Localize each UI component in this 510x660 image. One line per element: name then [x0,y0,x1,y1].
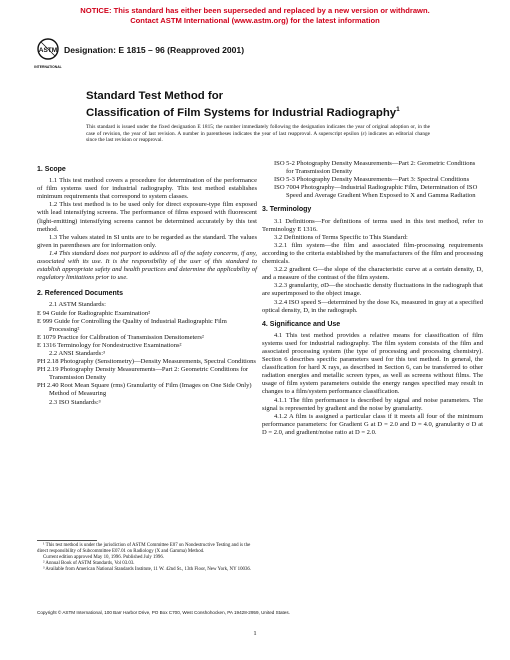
title-line-2: Classification of Film Systems for Industrial Radiography$^1$ [86,106,400,119]
reference-item: ISO 7004 Photography—Industrial Radiographic Film, Determination of ISO Speed and Average Gradient When Exposed to X and Gamma Radiation [274,184,478,200]
reference-item: PH 2.19 Photography Density Measurements—Part 2: Geometric Conditions for Transmission Density [37,366,249,382]
section-heading-scope: 1. Scope [37,166,66,173]
para-4-1: 4.1 This test method provides a relative means for classification of film systems used for industrial radiography. The film system consists of the film and associated processing system (the type of processing and processing chemistry). Section 6 describes specific parameters used for this test method. In general, the classification for hard X rays, as described in Section 6, can be transferred to other radiation energies and metallic screen types, as well as screens without films. The usage of film system parameters outside the energy ranges specified may result in changes to a film/system performance classification. [262,331,483,396]
footnote-3: ³ Available from American National Standards Institute, 11 W. 42nd St., 13th Floor, New York, NY 10036. [43,567,252,573]
astm-logo [34,36,62,74]
ansi-standards-label: 2.2 ANSI Standards:³ [49,349,105,357]
reference-item: E 1316 Terminology for Nondestructive Examinations² [37,341,182,349]
reference-item: E 1079 Practice for Calibration of Transmission Densitometers² [37,333,204,341]
para-1-2: 1.2 This test method is to be used only for direct exposure-type film exposed with lead intensifying screens. The performance of films exposed with fluorescent (light-emitting) intensifying screens cannot be determined accurately by this test method. [37,201,257,233]
left-column [37,160,257,407]
withdrawn-notice [0,6,510,25]
footnote-rule [37,540,97,541]
para-3-2-2: 3.2.2 gradient G—the slope of the characteristic curve at a certain density, D, and a measure of the contrast of the film system. [262,266,483,282]
iso-standards-label: 2.3 ISO Standards:³ [49,398,101,406]
reference-item: ISO 5-3 Photography Density Measurements—Part 3: Spectral Conditions [274,176,470,184]
para-3-2: 3.2 Definitions of Terms Specific to This Standard: [274,233,408,241]
para-3-2-1: 3.2.1 film system—the film and associated film-processing requirements according to the criteria established by the manufacturers of the film and processing chemicals. [262,241,483,266]
section-heading-references: 2. Referenced Documents [37,290,123,298]
reference-item: PH 2.40 Root Mean Square (rms) Granularity of Film (Images on One Side Only) Method of Measuring [37,382,252,398]
logo-wordmark: INTERNATIONAL [34,65,62,69]
footnote-1: ¹ This test method is under the jurisdiction of ASTM Committee E07 on Nondestructive Testing and is the direct responsibility of Subcommittee E07.01 on Radiology (X and Gamma) Method. [37,543,251,555]
para-3-1: 3.1 Definitions—For definitions of terms used in this test method, refer to Terminology E 1316. [262,217,483,233]
para-4-1-1: 4.1.1 The film performance is described by signal and noise parameters. The signal is represented by gradient and the noise by granularity. [262,396,483,412]
footnotes [37,540,257,573]
para-3-2-4: 3.2.4 ISO speed S—determined by the dose Ks, measured in gray at a specified optical density, D, in the radiograph. [262,298,483,314]
page-number: 1 [253,630,257,637]
section-heading-terminology: 3. Terminology [262,206,312,214]
section-heading-significance: 4. Significance and Use [262,320,341,328]
document-title [86,90,446,120]
reference-item: E 94 Guide for Radiographic Examination² [37,309,151,317]
para-1-1: 1.1 This test method covers a procedure for determination of the performance of film systems used for industrial radiography. This test method establishes minimum requirements that correspond to system classes. [37,177,257,201]
reference-item: PH 2.18 Photography (Sensitometry)—Density Measurements, Spectral Conditions [37,358,256,366]
para-1-4: 1.4 This standard does not purport to address all of the safety concerns, if any, associated with its use. It is the responsibility of the user of this standard to establish appropriate safety and health practices and determine the applicability of regulatory limitations prior to use. [37,249,257,282]
logo-letters: ASTM [38,47,58,54]
para-1-3: 1.3 The values stated in SI units are to be regarded as the standard. The values given in parentheses are for information only. [37,233,257,249]
right-column [262,160,483,437]
reference-item: ISO 5-2 Photography Density Measurements—Part 2: Geometric Conditions for Transmission Density [274,160,476,176]
footnote-1b: Current edition approved May 10, 1996. Published July 1996. [43,555,165,561]
title-footnote-mark: 1 [396,106,400,113]
preamble: This standard is issued under the fixed designation E 1815; the number immediately following the designation indicates the year of original adoption or, in the case of revision, the year of last revision. A number in parentheses indicates the year of last reapproval. A superscript epsilon (ε) indicates an editorial change since the last revision or reapproval. [86,124,430,144]
para-3-2-3: 3.2.3 granularity, σD—the stochastic density fluctuations in the radiograph that are superimposed to the object image. [262,282,483,298]
footnote-2: ² Annual Book of ASTM Standards, Vol 03.03. [43,561,135,567]
astm-standards-label: 2.1 ASTM Standards: [49,301,106,309]
designation: Designation: E 1815 – 96 (Reapproved 2001) [64,45,245,55]
para-4-1-2: 4.1.2 A film is assigned a particular class if it meets all four of the minimum performance parameters: for Gradient G at D = 2.0 and D = 4.0, granularity σ D at D = 2.0, and gradient/noise ratio at D = 2.0. [262,412,483,436]
notice-line-1: NOTICE: This standard has either been superseded and replaced by a new version or withdrawn. [80,6,430,15]
reference-item: E 999 Guide for Controlling the Quality of Industrial Radiographic Film Processing² [37,317,227,333]
copyright-line: Copyright © ASTM International, 100 Barr Harbor Drive, PO Box C700, West Conshohocken, PA 19428-2959, United States. [37,610,290,615]
notice-line-2: Contact ASTM International (www.astm.org) for the latest information [130,15,380,25]
title-line-1: Standard Test Method for [86,90,224,102]
